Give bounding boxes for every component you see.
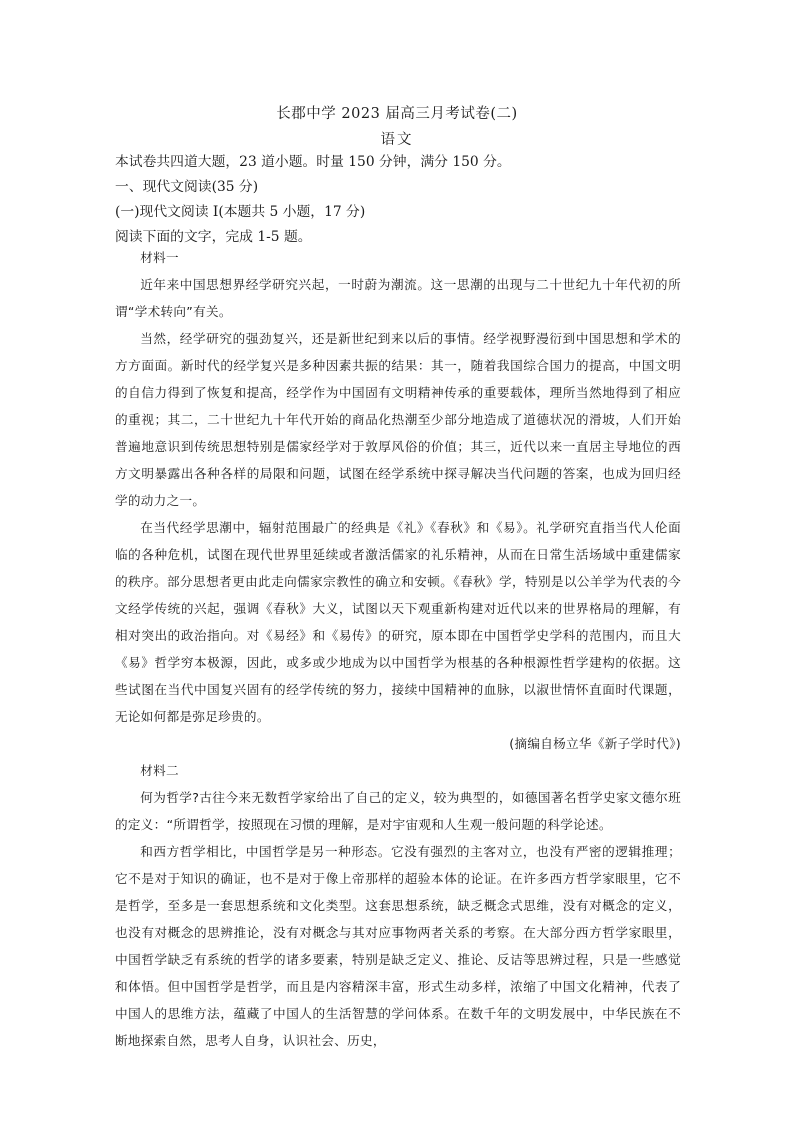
material-label: 材料一 bbox=[140, 250, 179, 265]
paragraph: 和西方哲学相比，中国哲学是另一种形态。它没有强烈的主客对立，也没有严密的逻辑推理；它不是对于知识的确证，也不是对于像上帝那样的超验本体的论证。在许多西方哲学家眼里，它不是哲学，至多是一套思想系统和文化类型。这套思想系统，缺乏概念式思维，没有对概念的定义，也没有对概念的思辨推论，没有对概念与其对应事物两者关系的考察。在大部分西方哲学家眼里，中国哲学缺乏有系统的哲学的诸多要素，特别是缺乏定义、推论、反诘等思辨过程，只是一些感觉和体悟。但中国哲学是哲学，而且是内容精深丰富，形式生动多样，浓缩了中国文化精神，代表了中国人的思维方法，蕴藏了中国人的生活智慧的学问体系。在数千年的文明发展中，中华民族在不断地探索自然，思考人自身，认识社会、历史， bbox=[115, 844, 681, 1048]
section-heading: 一、现代文阅读(35 分) bbox=[115, 179, 259, 195]
subject-title: 语文 bbox=[380, 132, 414, 148]
paragraph: 当然，经学研究的强劲复兴，还是新世纪到来以后的事情。经学视野漫衍到中国思想和学术的方方面面。新时代的经学复兴是多种因素共振的结果：其一，随着我国综合国力的提高，中国文明的自信力得到了恢复和提高，经学作为中国固有文明精神传承的重要载体，理所当然地得到了相应的重视；其二，二十世纪九十年代开始的商品化热潮至少部分地造成了道德状况的滑坡，人们开始普遍地意识到传统思想特别是儒家经学对于敦厚风俗的价值；其三，近代以来一直居主导地位的西方文明暴露出各种各样的局限和问题，试图在经学系统中探寻解决当代问题的答案，也成为回归经学的动力之一。 bbox=[115, 331, 681, 508]
material-label: 材料二 bbox=[140, 763, 179, 778]
paragraph: 在当代经学思潮中，辐射范围最广的经典是《礼》《春秋》和《易》。礼学研究直指当代人伦面临的各种危机，试图在现代世界里延续或者激活儒家的礼乐精神，从而在日常生活场域中重建儒家的秩序。部分思想者更由此走向儒家宗教性的确立和安顿。《春秋》学，特别是以公羊学为代表的今文经学传统的兴起，强调《春秋》大义，试图以天下观重新构建对近代以来的世界格局的理解，有相对突出的政治指向。对《易经》和《易传》的研究，原本即在中国哲学史学科的范围内，而且大《易》哲学穷本极源，因此，或多或少地成为以中国哲学为根基的各种根源性哲学建构的依据。这些试图在当代中国复兴固有的经学传统的努力，接续中国精神的血脉，以淑世情怀直面时代课题，无论如何都是弥足珍贵的。 bbox=[115, 520, 681, 724]
subsection-heading: (一)现代文阅读 I(本题共 5 小题，17 分) bbox=[115, 204, 366, 220]
paragraph: 何为哲学?古往今来无数哲学家给出了自己的定义，较为典型的，如德国著名哲学史家文德尔班的定义：“所谓哲学，按照现在习惯的理解，是对宇宙观和人生观一般问题的科学论述。 bbox=[115, 790, 681, 832]
paragraph: 近年来中国思想界经学研究兴起，一时蔚为潮流。这一思潮的出现与二十世纪九十年代初的所谓“学术转向”有关。 bbox=[115, 277, 681, 319]
reading-passage bbox=[115, 244, 681, 1054]
exam-title: 长郡中学 2023 届高三月考试卷(二) bbox=[276, 106, 518, 122]
source-citation: (摘编自杨立华《新子学时代》) bbox=[509, 736, 681, 751]
exam-instructions: 本试卷共四道大题，23 道小题。时量 150 分钟，满分 150 分。 bbox=[115, 154, 511, 170]
reading-directive: 阅读下面的文字，完成 1-5 题。 bbox=[115, 229, 312, 245]
